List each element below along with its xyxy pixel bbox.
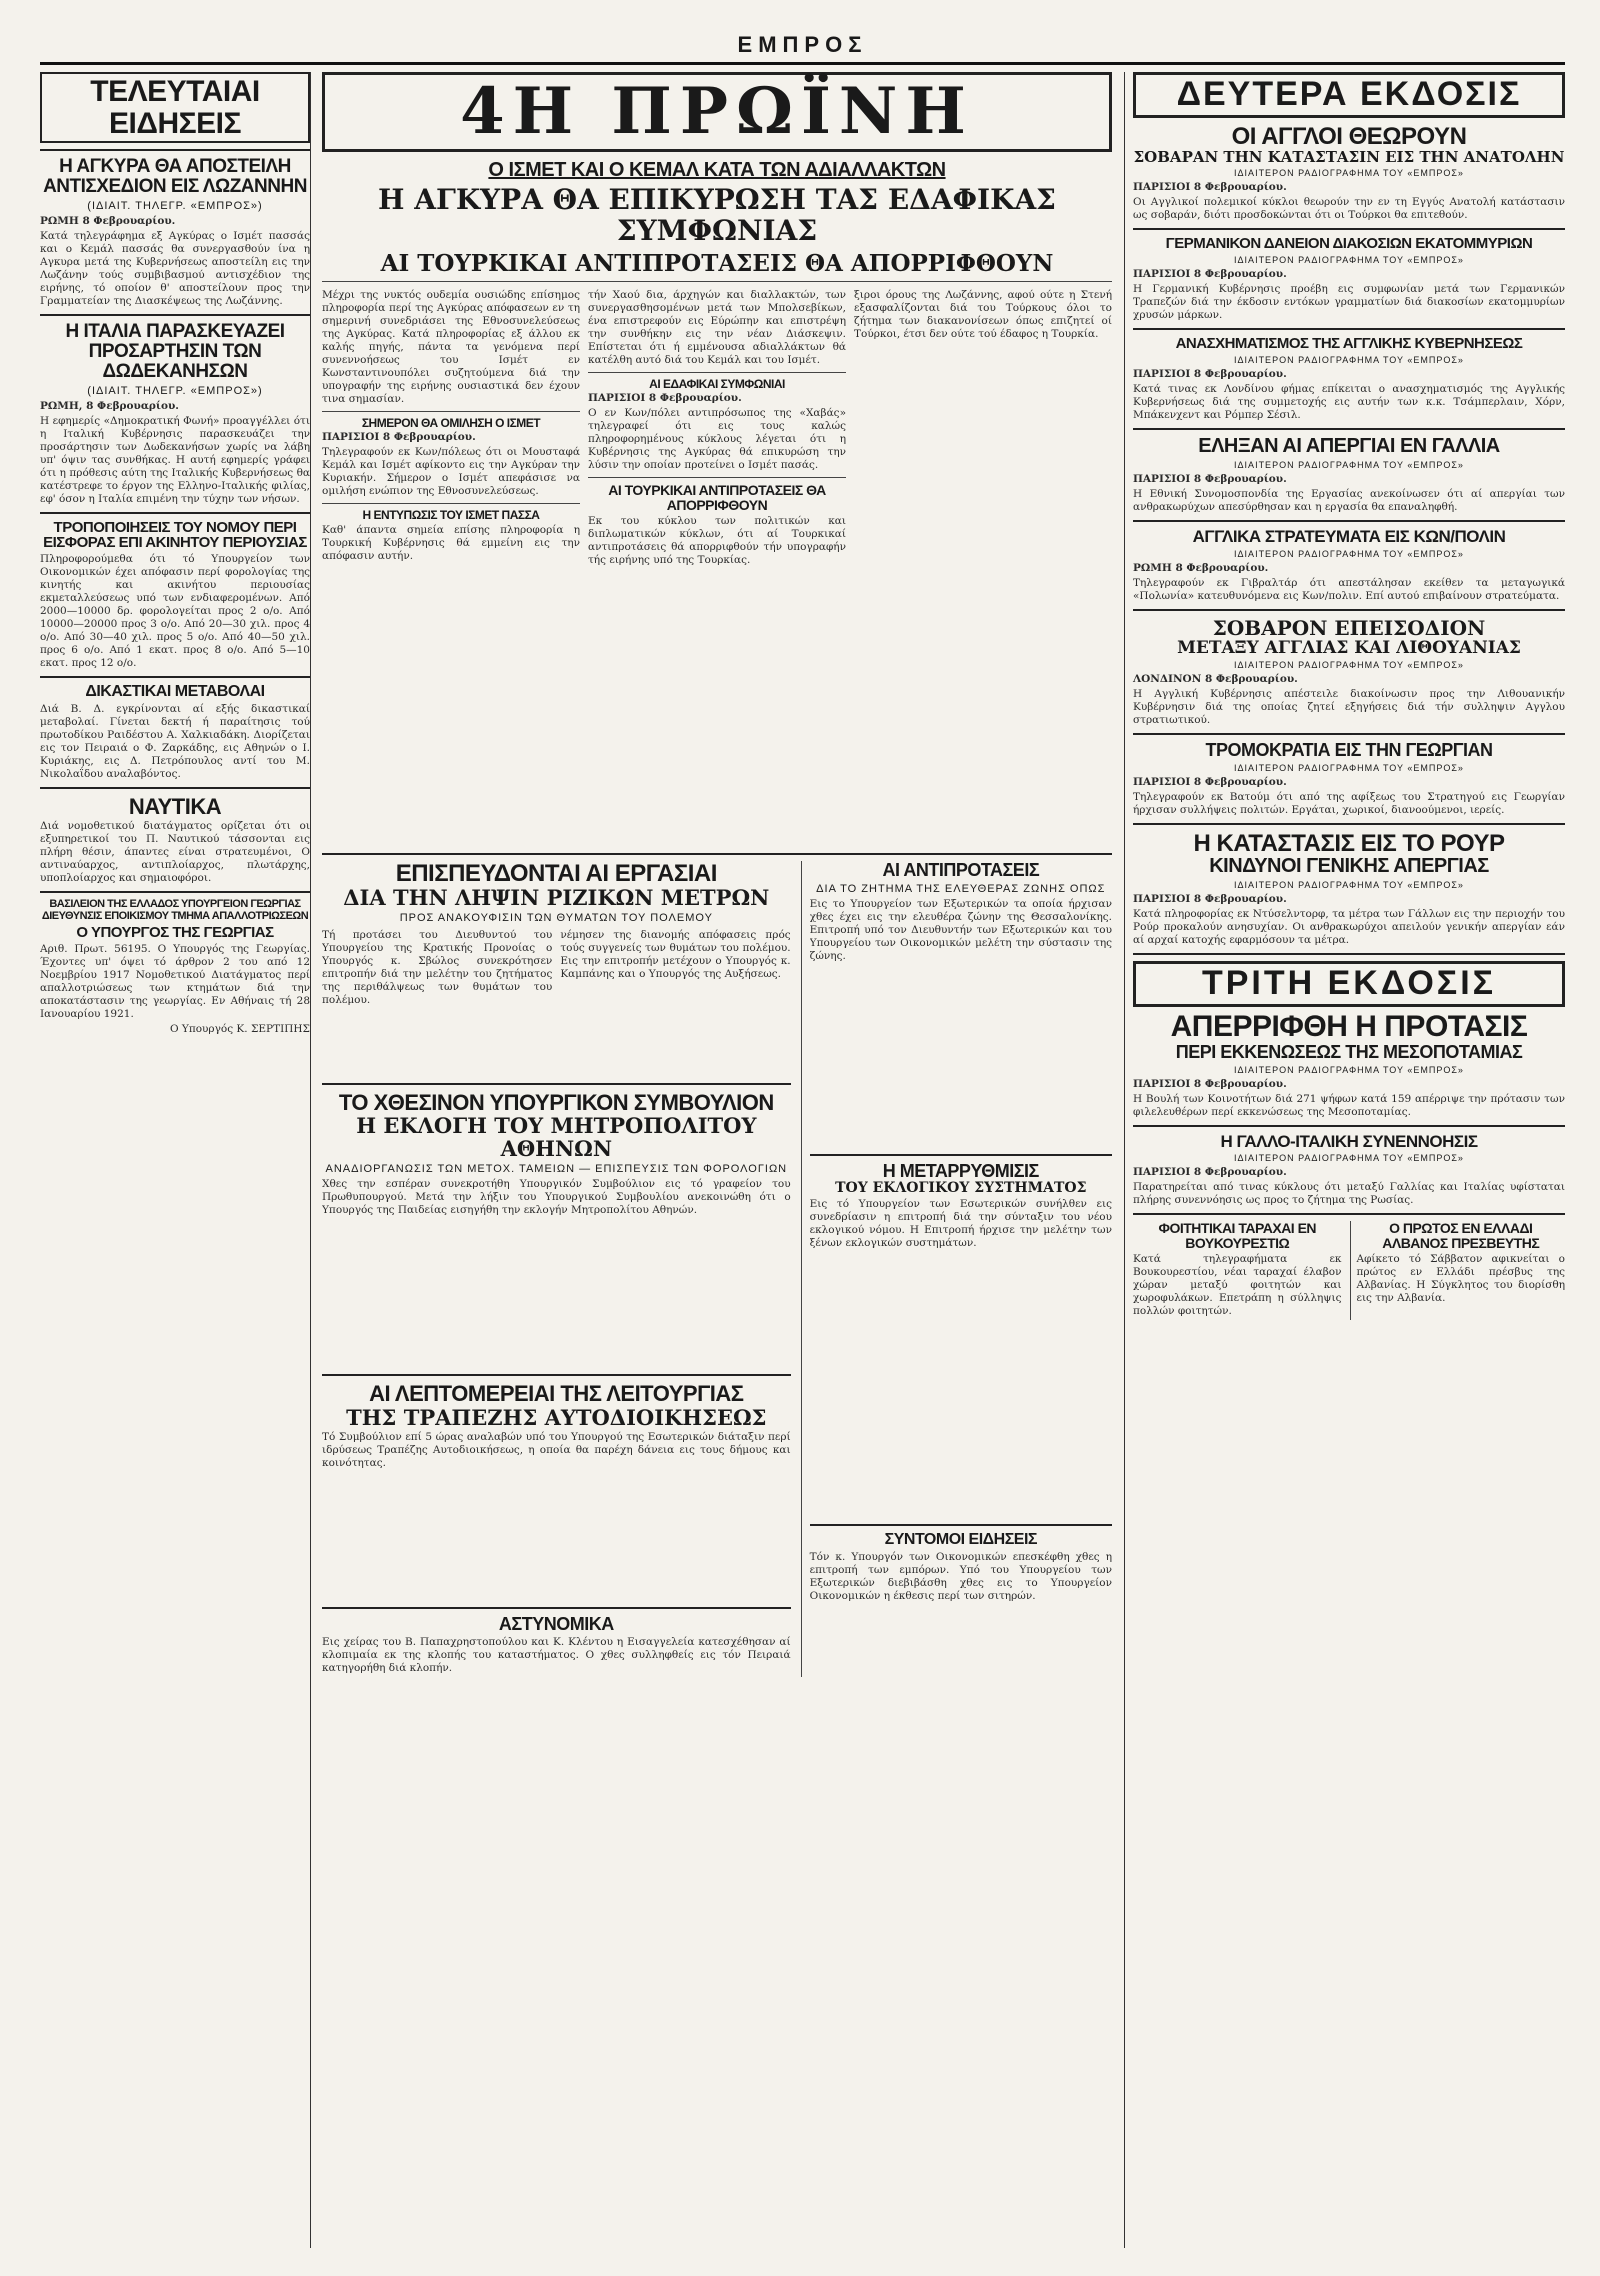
article-body: Τηλεγραφούν εκ Γιβραλτάρ ότι απεστάλησαν εκείθεν τα μεταγωγικά «Πολωνία» κατευθυνόμενα εις Κων/πολιν. Επί αυτού επιβαίνουν στρατεύματα. xyxy=(1133,576,1565,602)
article-body: Μέχρι της νυκτός ουδεμία ουσιώδης επίσημος πληροφορία περί της Αγκύρας απόφασεων εν τη σημερινή συνεδριάσει της Εθνοσυνελεύσεως της Αγκύρας. Κατά πληροφορίας εξ άλλου εκ καλής πηγής, πάντα τα γενόμενα περί συνεννοήσεως του Ισμέτ εν Κωνσταντινουπόλει συζητούμενα διά την υπογραφήν της ειρήνης ουσιαστικά δεν έχουν τινα σημασίαν. xyxy=(322,288,580,405)
lead-title: Η ΑΓΚΥΡΑ ΘΑ ΕΠΙΚΥΡΩΣΗ ΤΑΣ ΕΔΑΦΙΚΑΣ ΣΥΜΦΩΝΙΑΣ xyxy=(378,183,1056,247)
lead-kicker: Ο ΙΣΜΕΤ ΚΑΙ Ο ΚΕΜΑΛ ΚΑΤΑ ΤΩΝ ΑΔΙΑΛΛΑΚΤΩΝ xyxy=(488,159,946,181)
article-dateline: ΡΩΜΗ 8 Φεβρουαρίου. xyxy=(40,214,176,227)
article-subtitle: ΤΗΣ ΤΡΑΠΕΖΗΣ ΑΥΤΟΔΙΟΙΚΗΣΕΩΣ xyxy=(346,1404,767,1430)
article-body: Εις τό Υπουργείον των Εσωτερικών συνήλθεν εις συνεδρίασιν η επιτροπή διά την σύνταξιν του νέου εκλογικού νόμου. Η Επιτροπή ήρχισε την μελέτην των ξένων εκλογικών συστημάτων. xyxy=(809,1198,1112,1250)
article-subtitle: ΔΙΑ ΤΗΝ ΛΗΨΙΝ ΡΙΖΙΚΩΝ ΜΕΤΡΩΝ xyxy=(343,885,770,911)
article-dateline: ΠΑΡΙΣΙΟΙ 8 Φεβρουαρίου. xyxy=(1133,268,1287,281)
column-left xyxy=(40,72,311,2248)
article-dateline: ΠΑΡΙΣΙΟΙ 8 Φεβρουαρίου. xyxy=(1133,1166,1287,1179)
article-subtitle: ΚΙΝΔΥΝΟΙ ΓΕΝΙΚΗΣ ΑΠΕΡΓΙΑΣ xyxy=(1209,855,1489,878)
article-title: ΑΣΤΥΝΟΜΙΚΑ xyxy=(498,1613,614,1634)
article-dateline: ΠΑΡΙΣΙΟΙ 8 Φεβρουαρίου. xyxy=(1133,472,1287,485)
article-title: Η ΕΝΤΥΠΩΣΙΣ ΤΟΥ ΙΣΜΕΤ ΠΑΣΣΑ xyxy=(362,508,540,523)
article-body: νέμησεν της διανομής απόφασεις πρός τούς συγγενείς των θυμάτων του πολέμου. Εις την επιτροπήν μετέχουν ο Υπουργός κ. Καμπάνης και ο Υπουργός της Αυξήσεως. xyxy=(560,929,791,981)
article-source: ΙΔΙΑΙΤΕΡΟΝ ΡΑΔΙΟΓΡΑΦΗΜΑ ΤΟΥ «ΕΜΠΡΟΣ» xyxy=(1234,354,1464,365)
article-body: Η εφημερίς «Δημοκρατική Φωνή» προαγγέλλει ότι η Ιταλική Κυβέρνησις παρασκευάζει την προσάρτησιν των Δωδεκανήσων χωρίς να λάβη υπ' όψιν τας συνθήκας. Η αυτή εφημερίς γράφει ότι η πρόθεσις αύτη της Ιταλικής Κυβερνήσεως θα κατέστρεφε το έργον της Ελληνο-Ιταλικής φιλίας, εφ' όσον η Ιταλία επιμένη την τύχην των νήσων. xyxy=(40,414,310,505)
article-subtitle: ΤΟΥ ΕΚΛΟΓΙΚΟΥ ΣΥΣΤΗΜΑΤΟΣ xyxy=(835,1179,1087,1196)
article-source: ΙΔΙΑΙΤΕΡΟΝ ΡΑΔΙΟΓΡΑΦΗΜΑ ΤΟΥ «ΕΜΠΡΟΣ» xyxy=(1234,1064,1464,1075)
article-body: Διά Β. Δ. εγκρίνονται αί εξής δικαστικαί μεταβολαί. Γίνεται δεκτή ή παραίτησις τού πρωτοδίκου Ραιδέστου Α. Χαλκιαδάκη. Διορίζεται εις τον Πειραιά ο Φ. Ζαρκάδης, εις Αθηνών ο Ι. Κυριάκης, εις Δ. Πετρόπουλος αντί του Μ. Νικολαΐδου αναλαβόντος. xyxy=(40,702,310,780)
article-body: Παρατηρείται από τινας κύκλους ότι μεταξύ Γαλλίας και Ιταλίας υφίσταται πλήρης συνεννόησις ως προς το ζήτημα της Ρωσίας. xyxy=(1133,1181,1565,1207)
article-deck: ΑΝΑΔΙΟΡΓΑΝΩΣΙΣ ΤΩΝ ΜΕΤΟΧ. ΤΑΜΕΙΩΝ — ΕΠΙΣΠΕΥΣΙΣ ΤΩΝ ΦΟΡΟΛΟΓΙΩΝ xyxy=(325,1163,788,1176)
article-dateline: ΠΑΡΙΣΙΟΙ 8 Φεβρουαρίου. xyxy=(1133,776,1287,789)
article-source: ΙΔΙΑΙΤΕΡΟΝ ΡΑΔΙΟΓΡΑΦΗΜΑ ΤΟΥ «ΕΜΠΡΟΣ» xyxy=(1234,168,1464,179)
article-title: ΑΙ ΑΝΤΙΠΡΟΤΑΣΕΙΣ xyxy=(882,860,1040,880)
column-right xyxy=(1124,72,1565,2248)
article-source: ΙΔΙΑΙΤΕΡΟΝ ΡΑΔΙΟΓΡΑΦΗΜΑ ΤΟΥ «ΕΜΠΡΟΣ» xyxy=(1234,763,1464,774)
article-title: Η ΚΑΤΑΣΤΑΣΙΣ ΕΙΣ ΤΟ ΡΟΥΡ xyxy=(1193,830,1505,858)
article-body: Εκ του κύκλου των πολιτικών και διπλωματικών κύκλων, ότι αί Τουρκικαί αντιπροτάσεις θά απορριφθούν τήν υπογραφήν τής ειρήνης υπό της Τουρκίας. xyxy=(588,514,846,566)
article-subtitle: ΜΕΤΑΞΥ ΑΓΓΛΙΑΣ ΚΑΙ ΛΙΘΟΥΑΝΙΑΣ xyxy=(1177,637,1521,658)
article-title: Ο ΠΡΩΤΟΣ ΕΝ ΕΛΛΑΔΙ ΑΛΒΑΝΟΣ ΠΡΕΣΒΕΥΤΗΣ xyxy=(1382,1220,1540,1252)
article-body: Τηλεγραφούν εκ Κων/πόλεως ότι οι Μουσταφά Κεμάλ και Ισμέτ αφίκοντο εις την Αγκύραν την Κυριακήν. Σήμερον ο Ισμέτ απεφάσισε να ομιλήση ενώπιον της Εθνοσυνελεύσεως. xyxy=(322,446,580,498)
article-body: Πληροφορούμεθα ότι τό Υπουργείον των Οικονομικών έχει απόφασιν περί φορολογίας της κινητής και ακινήτου περιουσίας εκμεταλλεύσεως υπό των ενδιαφερομένων. Από 2000—10000 δρ. φορολογείται προς 2 ο/ο. Από 10000—20000 προς 3 ο/ο. Από 20—30 χιλ. προς 4 ο/ο. Από 30—40 χιλ. προς 5 ο/ο. Από 40—50 χιλ. προς 6 ο/ο. Από 1 εκατ. προς 8 ο/ο. Από 5—10 εκατ. προς 12 ο/ο. xyxy=(40,553,310,670)
article-body: Εις χείρας του Β. Παπαχρηστοπούλου και Κ. Κλέντου η Εισαγγελεία κατεσχέθησαν αί κλοπιμαία εκ της κλοπής του καταστήματος. Ο χθες συλληφθείς εις τόν Πειραιά κατηγορήθη διά κλοπήν. xyxy=(322,1635,791,1674)
notice-title: Ο ΥΠΟΥΡΓΟΣ ΤΗΣ ΓΕΩΡΓΙΑΣ xyxy=(76,924,274,942)
article-title: ΕΠΙΣΠΕΥΔΟΝΤΑΙ ΑΙ ΕΡΓΑΣΙΑΙ xyxy=(395,860,717,887)
article-subtitle: ΠΕΡΙ ΕΚΚΕΝΩΣΕΩΣ ΤΗΣ ΜΕΣΟΠΟΤΑΜΙΑΣ xyxy=(1175,1041,1523,1062)
notice-body: Αριθ. Πρωτ. 56195. Ο Υπουργός της Γεωργίας. Έχοντες υπ' όψει τό άρθρον 2 του από 12 Νοεμβρίου 1917 Νομοθετικού Διατάγματος περί απαλλοτριώσεως των κτημάτων διά την αποκατάστασιν της γεωργίας. Εν Αθήναις τή 28 Ιανουαρίου 1921. xyxy=(40,942,310,1020)
article-title: ΤΟ ΧΘΕΣΙΝΟΝ ΥΠΟΥΡΓΙΚΟΝ ΣΥΜΒΟΥΛΙΟΝ xyxy=(338,1090,774,1116)
article-body: Η Γερμανική Κυβέρνησις προέβη εις συμφωνίαν μετά των Γερμανικών Τραπεζών διά την έκδοσιν εντόκων γραμματίων διά διακοσίων εκατομμυρίων χρυσών μάρκων. xyxy=(1133,283,1565,322)
article-body: Ο εν Κων/πόλει αντιπρόσωπος της «Χαβάς» τηλεγραφεί ότι εις τους καλώς πληροφορημένους κύκλους λέγεται ότι η Κυβέρνησις της Αγκύρας θά επικυρώση την λύσιν την οποίαν προτείνει ο Ισμέτ πασάς. xyxy=(588,407,846,472)
article-body: ξιροι όρους της Λωζάννης, αφού ούτε η Στενή εξασφαλίζονται διά του Τούρκους όλοι το ζήτημα των διακανονίσεων όπως επιζητεί οί Τούρκοι, έτσι δεν ούτε τού έδαφος η Τουρκία. xyxy=(854,288,1112,340)
article-title: ΔΙΚΑΣΤΙΚΑΙ ΜΕΤΑΒΟΛΑΙ xyxy=(85,683,265,701)
article-title: Η ΓΑΛΛΟ-ΙΤΑΛΙΚΗ ΣΥΝΕΝΝΟΗΣΙΣ xyxy=(1220,1131,1478,1151)
article-body: Κατά τηλεγράφημα εξ Αγκύρας ο Ισμέτ πασσάς και ο Κεμάλ πασσάς θα συνεργασθούν ίνα η Αγκυρα μετά της Κυβερνήσεως αποστείλη εις την Λωζάνην τούς συμβιβασμού αντισχέδιον της ειρήνης, τό οποίον θ' αποστείλουν προς την Γραμματείαν της Διασκέψεως της Λωζάννης. xyxy=(40,229,310,307)
article-dateline: ΠΑΡΙΣΙΟΙ 8 Φεβρουαρίου. xyxy=(1133,1077,1287,1090)
article-title: ΑΠΕΡΡΙΦΘΗ Η ΠΡΟΤΑΣΙΣ xyxy=(1170,1010,1528,1044)
article-source: (ΙΔΙΑΙΤ. ΤΗΛΕΓΡ. «ΕΜΠΡΟΣ») xyxy=(87,199,263,212)
article-dateline: ΠΑΡΙΣΙΟΙ 8 Φεβρουαρίου. xyxy=(322,431,476,444)
article-body: Διά νομοθετικού διατάγματος ορίζεται ότι οι εξυπηρετικοί του Π. Ναυτικού τάσσονται εις πλήρη θέσιν, άπαντες είναι στρατευμένοι, Ο αντιναύαρχος, αντιπλοίαρχος, πλωτάρχης, υποπλοίαρχος και σημαιοφόροι. xyxy=(40,820,310,885)
article-dateline: ΠΑΡΙΣΙΟΙ 8 Φεβρουαρίου. xyxy=(1133,181,1287,194)
article-body: Η Βουλή των Κοινοτήτων διά 271 ψήφων κατά 159 απέρριψε την πρότασιν των φιλελευθέρων περί εκκενώσεως της Μεσοποταμίας. xyxy=(1133,1092,1565,1118)
article-subtitle: ΣΟΒΑΡΑΝ ΤΗΝ ΚΑΤΑΣΤΑΣΙΝ ΕΙΣ ΤΗΝ ΑΝΑΤΟΛΗΝ xyxy=(1133,147,1565,166)
article-body: Τόν κ. Υπουργόν των Οικονομικών επεσκέφθη χθες η επιτροπή των εμπόρων. Υπό του Υπουργείου των Εξωτερικών διεβιβάσθη χθες εις το Υπουργείον Οικονομικών η έκθεσις περί των σιτηρών. xyxy=(809,1550,1112,1602)
article-dateline: ΠΑΡΙΣΙΟΙ 8 Φεβρουαρίου. xyxy=(1133,367,1287,380)
article-title: ΑΙ ΕΔΑΦΙΚΑΙ ΣΥΜΦΩΝΙΑΙ xyxy=(649,376,785,391)
article-body: Τή προτάσει του Διευθυντού του Υπουργείου της Κρατικής Προνοίας ο Υπουργός κ. Σβώλος συνεκρότησεν επιτροπήν διά την μελέτην του ζητήματος της περιθάλψεως των θυμάτων του πολέμου. xyxy=(322,929,553,1007)
article-body: Τό Συμβούλιον επί 5 ώρας αναλαβών υπό του Υπουργού της Εσωτερικών διάταξιν περί ιδρύσεως Τραπέζης Αυτοδιοικήσεως, η οποία θα παρέχη δάνεια εις τους δήμους και κοινότητας. xyxy=(322,1430,791,1469)
article-title: ΑΝΑΣΧΗΜΑΤΙΣΜΟΣ ΤΗΣ ΑΓΓΛΙΚΗΣ ΚΥΒΕΡΝΗΣΕΩΣ xyxy=(1175,335,1523,353)
third-edition-title: ΤΡΙΤΗ ΕΚΔΟΣΙΣ xyxy=(1201,964,1497,1003)
article-source: ΙΔΙΑΙΤΕΡΟΝ ΡΑΔΙΟΓΡΑΦΗΜΑ ΤΟΥ «ΕΜΠΡΟΣ» xyxy=(1234,255,1464,266)
article-title: ΣΟΒΑΡΟΝ ΕΠΕΙΣΟΔΙΟΝ xyxy=(1212,615,1486,640)
latest-news-header xyxy=(40,72,310,143)
article-title: ΦΟΙΤΗΤΙΚΑΙ ΤΑΡΑΧΑΙ ΕΝ ΒΟΥΚΟΥΡΕΣΤΙΩ xyxy=(1158,1220,1317,1252)
article-title: ΑΓΓΛΙΚΑ ΣΤΡΑΤΕΥΜΑΤΑ ΕΙΣ ΚΩΝ/ΠΟΛΙΝ xyxy=(1192,526,1506,546)
article-deck: ΠΡΟΣ ΑΝΑΚΟΥΦΙΣΙΝ ΤΩΝ ΘΥΜΑΤΩΝ ΤΟΥ ΠΟΛΕΜΟΥ xyxy=(399,912,713,925)
latest-news-title: ΤΕΛΕΥΤΑΙΑΙ ΕΙΔΗΣΕΙΣ xyxy=(90,75,260,140)
article-title: ΣΥΝΤΟΜΟΙ ΕΙΔΗΣΕΙΣ xyxy=(884,1531,1038,1549)
article-body: Καθ' άπαντα σημεία επίσης πληροφορία η Τουρκική Κυβέρνησις θά εμμείνη εις την απόφασιν αυτήν. xyxy=(322,524,580,563)
article-source: (ΙΔΙΑΙΤ. ΤΗΛΕΓΡ. «ΕΜΠΡΟΣ») xyxy=(87,384,263,397)
article-body: Κατά τηλεγραφήματα εκ Βουκουρεστίου, νέαι ταραχαί έλαβον χώραν μεταξύ φοιτητών και χωροφυλάκων. Επετράπη η σύλληψις πολλών φοιτητών. xyxy=(1133,1252,1342,1317)
article-source: ΙΔΙΑΙΤΕΡΟΝ ΡΑΔΙΟΓΡΑΦΗΜΑ ΤΟΥ «ΕΜΠΡΟΣ» xyxy=(1234,880,1464,891)
edition-header xyxy=(322,72,1112,152)
article-source: ΙΔΙΑΙΤΕΡΟΝ ΡΑΔΙΟΓΡΑΦΗΜΑ ΤΟΥ «ΕΜΠΡΟΣ» xyxy=(1234,660,1464,671)
article-body: Εις το Υπουργείον των Εξωτερικών τα οποία ήρχισαν χθες έχει εις την ελευθέρα ζώνην της Θεσσαλονίκης. Επιτροπή υπό τον Διευθυντήν των Εξωτερικών και του Υπουργείου των Οικονομικών μελέτη την σύστασιν της ζώνης. xyxy=(809,897,1112,962)
article-body: Η Αγγλική Κυβέρνησις απέστειλε διακοίνωσιν προς την Λιθουανικήν Κυβέρνησιν διά της οποίας ζητεί εξηγήσεις διά τήν συλληψιν Αγγλου στρατιωτικού. xyxy=(1133,688,1565,727)
article-dateline: ΛΟΝΔΙΝΟΝ 8 Φεβρουαρίου. xyxy=(1133,673,1298,686)
article-title: Η ΙΤΑΛΙΑ ΠΑΡΑΣΚΕΥΑΖΕΙ ΠΡΟΣΑΡΤΗΣΙΝ ΤΩΝ ΔΩΔΕΚΑΝΗΣΩΝ xyxy=(65,320,285,382)
article-subtitle: Η ΕΚΛΟΓΗ ΤΟΥ ΜΗΤΡΟΠΟΛΙΤΟΥ ΑΘΗΝΩΝ xyxy=(356,1113,757,1162)
second-edition-header xyxy=(1133,72,1565,118)
article-dateline: ΡΩΜΗ 8 Φεβρουαρίου. xyxy=(1133,561,1269,574)
article-dateline: ΡΩΜΗ, 8 Φεβρουαρίου. xyxy=(40,399,179,412)
article-body: Κατά πληροφορίας εκ Ντύσελντορφ, τα μέτρα των Γάλλων εις την περιοχήν του Ρούρ προκαλούν ανησυχίαν. Οι ανθρακωρύχοι απειλούν γενικήν απεργίαν εάν αί αρχαί κατοχής εφαρμόσουν τα μέτρα. xyxy=(1133,908,1565,947)
article-body: Χθες την εσπέραν συνεκροτήθη Υπουργικόν Συμβούλιον εις τό γραφείον του Πρωθυπουργού. Μετά την λήξιν του Υπουργικού Συμβουλίου ανεκοινώθη ότι ο Υπουργός της Παιδείας εισηγήθη την εκλογήν Μητροπολίτου Αθηνών. xyxy=(322,1178,791,1217)
article-body: Οι Αγγλικοί πολεμικοί κύκλοι θεωρούν την εν τη Εγγύς Ανατολή κατάστασιν ως σοβαράν, διότι προσδοκώνται ότι οι Τούρκοι θα επιτεθούν. xyxy=(1133,196,1565,222)
lead-deck: ΑΙ ΤΟΥΡΚΙΚΑΙ ΑΝΤΙΠΡΟΤΑΣΕΙΣ ΘΑ ΑΠΟΡΡΙΦΘΟΥΝ xyxy=(380,249,1054,277)
article-source: ΙΔΙΑΙΤΕΡΟΝ ΡΑΔΙΟΓΡΑΦΗΜΑ ΤΟΥ «ΕΜΠΡΟΣ» xyxy=(1234,548,1464,559)
article-body: Τηλεγραφούν εκ Βατούμ ότι από της αφίξεως του Στρατηγού εις Γεωργίαν ήρχισαν συλλήψεις πολιτών. Εργάται, χωρικοί, διανοούμενοι, ιερείς. xyxy=(1133,791,1565,817)
article-title: ΣΗΜΕΡΟΝ ΘΑ ΟΜΙΛΗΣΗ Ο ΙΣΜΕΤ xyxy=(361,415,541,430)
newspaper-page xyxy=(40,28,1565,2248)
article-title: ΤΡΟΜΟΚΡΑΤΙΑ ΕΙΣ ΤΗΝ ΓΕΩΡΓΙΑΝ xyxy=(1205,740,1493,761)
column-center xyxy=(322,72,1112,2248)
article-title: ΓΕΡΜΑΝΙΚΟΝ ΔΑΝΕΙΟΝ ΔΙΑΚΟΣΙΩΝ ΕΚΑΤΟΜΜΥΡΙΩΝ xyxy=(1165,235,1533,253)
second-edition-title: ΔΕΥΤΕΡΑ ΕΚΔΟΣΙΣ xyxy=(1176,75,1522,113)
article-source: ΙΔΙΑΙΤΕΡΟΝ ΡΑΔΙΟΓΡΑΦΗΜΑ ΤΟΥ «ΕΜΠΡΟΣ» xyxy=(1234,1153,1464,1164)
masthead-title: ΕΜΠΡΟΣ xyxy=(737,32,868,57)
article-subtitle: ΔΙΑ ΤΟ ΖΗΤΗΜΑ ΤΗΣ ΕΛΕΥΘΕΡΑΣ ΖΩΝΗΣ ΟΠΩΣ xyxy=(816,882,1106,895)
article-source: ΙΔΙΑΙΤΕΡΟΝ ΡΑΔΙΟΓΡΑΦΗΜΑ ΤΟΥ «ΕΜΠΡΟΣ» xyxy=(1234,459,1464,470)
notice-signature: Ο Υπουργός Κ. ΣΕΡΤΙΠΗΣ xyxy=(169,1022,310,1035)
article-dateline: ΠΑΡΙΣΙΟΙ 8 Φεβρουαρίου. xyxy=(588,392,742,405)
article-title: ΕΛΗΞΑΝ ΑΙ ΑΠΕΡΓΙΑΙ ΕΝ ΓΑΛΛΙΑ xyxy=(1198,434,1500,457)
edition-title: 4Η ΠΡΩΪΝΗ xyxy=(460,74,974,149)
article-title: ΤΡΟΠΟΠΟΙΗΣΕΙΣ ΤΟΥ ΝΟΜΟΥ ΠΕΡΙ ΕΙΣΦΟΡΑΣ ΕΠΙ ΑΚΙΝΗΤΟΥ ΠΕΡΙΟΥΣΙΑΣ xyxy=(43,518,307,552)
article-body: Η Εθνική Συνομοσπονδία της Εργασίας ανεκοίνωσεν ότι αί απεργίαι των ανθρακωρύχων απεσύρθησαν και η εργασία θα επαναληφθή. xyxy=(1133,487,1565,513)
article-title: ΟΙ ΑΓΓΛΟΙ ΘΕΩΡΟΥΝ xyxy=(1231,122,1467,150)
article-body: Αφίκετο τό Σάββατον αφικνείται ο πρώτος εν Ελλάδι πρέσβυς της Αλβανίας. Η Σύγκλητος του διορίσθη εις την Αλβανία. xyxy=(1356,1252,1565,1304)
article-title: ΑΙ ΛΕΠΤΟΜΕΡΕΙΑΙ ΤΗΣ ΛΕΙΤΟΥΡΓΙΑΣ xyxy=(369,1381,744,1407)
third-edition-header xyxy=(1133,961,1565,1007)
article-body: τήν Χαού δια, άρχηγών και διαλλακτών, των συνεργασθησομένων μετά των Μπολσεβίκων, ένα επιστρεφούν εις Εύρώπην και επιστρέψη την συνθήκην εις την νέαν Διάσκεψιν. Επίστεται ότι ή εμμένουσα αδιαλλάκτων θά κατέλθη αυτό διά του Κεμάλ και του Ισμέτ. xyxy=(588,288,846,366)
lead-body xyxy=(322,287,1112,847)
masthead xyxy=(40,28,1565,65)
article-title: ΑΙ ΤΟΥΡΚΙΚΑΙ ΑΝΤΙΠΡΟΤΑΣΕΙΣ ΘΑ ΑΠΟΡΡΙΦΘΟΥΝ xyxy=(608,482,826,514)
article-title: Η ΑΓΚΥΡΑ ΘΑ ΑΠΟΣΤΕΙΛΗ ΑΝΤΙΣΧΕΔΙΟΝ ΕΙΣ ΛΩΖΑΝΝΗΝ xyxy=(43,156,307,197)
article-body: Κατά τινας εκ Λονδίνου φήμας επίκειται ο ανασχηματισμός της Αγγλικής Κυβερνήσεως διά της συμμετοχής εις αυτήν των κ.κ. Τσάμπερλαιν, Χόρν, Μπάκενχεντ και Ρόμπερ Σέσιλ. xyxy=(1133,382,1565,421)
notice-header: ΒΑΣΙΛΕΙΟΝ ΤΗΣ ΕΛΛΑΔΟΣ ΥΠΟΥΡΓΕΙΟΝ ΓΕΩΡΓΙΑΣ ΔΙΕΥΘΥΝΣΙΣ ΕΠΟΙΚΙΣΜΟΥ ΤΜΗΜΑ ΑΠΑΛΛΟΤΡΙΩΣΕΩΝ xyxy=(41,898,309,922)
article-title: Η ΜΕΤΑΡΡΥΘΜΙΣΙΣ xyxy=(882,1160,1039,1181)
article-dateline: ΠΑΡΙΣΙΟΙ 8 Φεβρουαρίου. xyxy=(1133,893,1287,906)
article-title: ΝΑΥΤΙΚΑ xyxy=(128,793,222,819)
